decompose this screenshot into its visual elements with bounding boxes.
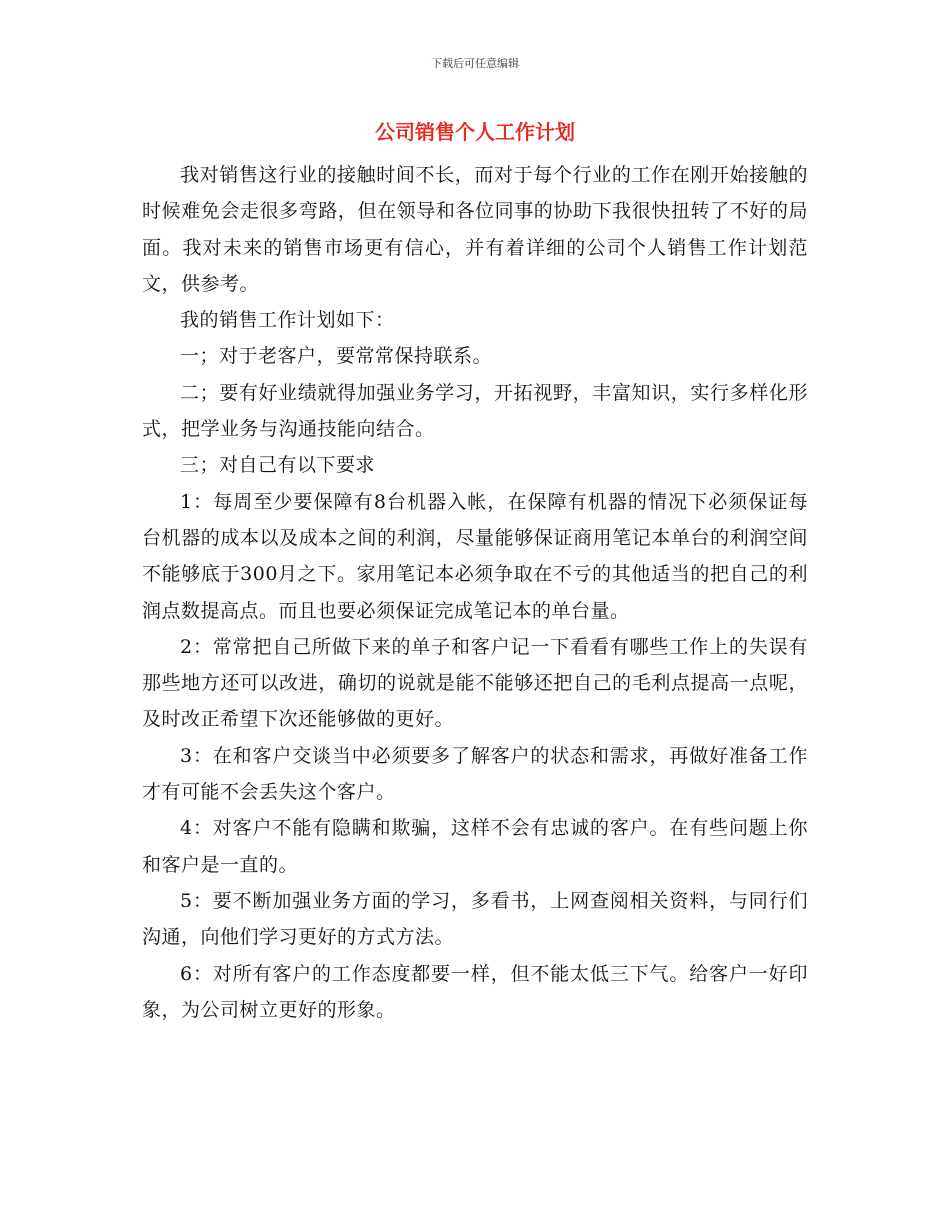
paragraph-requirement-5: 5：要不断加强业务方面的学习，多看书，上网查阅相关资料，与同行们沟通，向他们学习更好的方式方法。 <box>142 889 808 949</box>
paragraph-item-1: 一；对于老客户，要常常保持联系。 <box>180 345 493 368</box>
paragraph-requirement-2: 2：常常把自己所做下来的单子和客户记一下看看有哪些工作上的失误有那些地方还可以改进，确切的说就是能不能够还把自己的毛利点提高一点呢，及时改正希望下次还能够做的更好。 <box>142 635 808 731</box>
document-title: 公司销售个人工作计划 <box>375 120 575 144</box>
paragraph-intro: 我对销售这行业的接触时间不长，而对于每个行业的工作在刚开始接触的时候难免会走很多弯路，但在领导和各位同事的协助下我很快扭转了不好的局面。我对未来的销售市场更有信心，并有着详细的公司个人销售工作计划范文，供参考。 <box>142 164 808 295</box>
header-note: 下载后可任意编辑 <box>431 57 519 70</box>
paragraph-requirement-3: 3：在和客户交谈当中必须要多了解客户的状态和需求，再做好准备工作才有可能不会丢失这个客户。 <box>142 744 808 804</box>
document-body <box>142 157 808 1028</box>
paragraph-requirement-6: 6：对所有客户的工作态度都要一样，但不能太低三下气。给客户一好印象，为公司树立更好的形象。 <box>142 962 808 1021</box>
paragraph-requirement-4: 4：对客户不能有隐瞒和欺骗，这样不会有忠诚的客户。在有些问题上你和客户是一直的。 <box>142 817 808 876</box>
paragraph-plan-heading: 我的销售工作计划如下： <box>180 309 395 332</box>
paragraph-item-3: 三；对自己有以下要求 <box>180 454 376 477</box>
paragraph-requirement-1: 1：每周至少要保障有8台机器入帐，在保障有机器的情况下必须保证每台机器的成本以及成本之间的利润，尽量能够保证商用笔记本单台的利润空间不能够底于300月之下。家用笔记本必须争取在不亏的其他适当的把自己的利润点数提高点。而且也要必须保证完成笔记本的单台量。 <box>142 490 808 622</box>
paragraph-item-2: 二；要有好业绩就得加强业务学习，开拓视野，丰富知识，实行多样化形式，把学业务与沟通技能向结合。 <box>142 381 808 441</box>
